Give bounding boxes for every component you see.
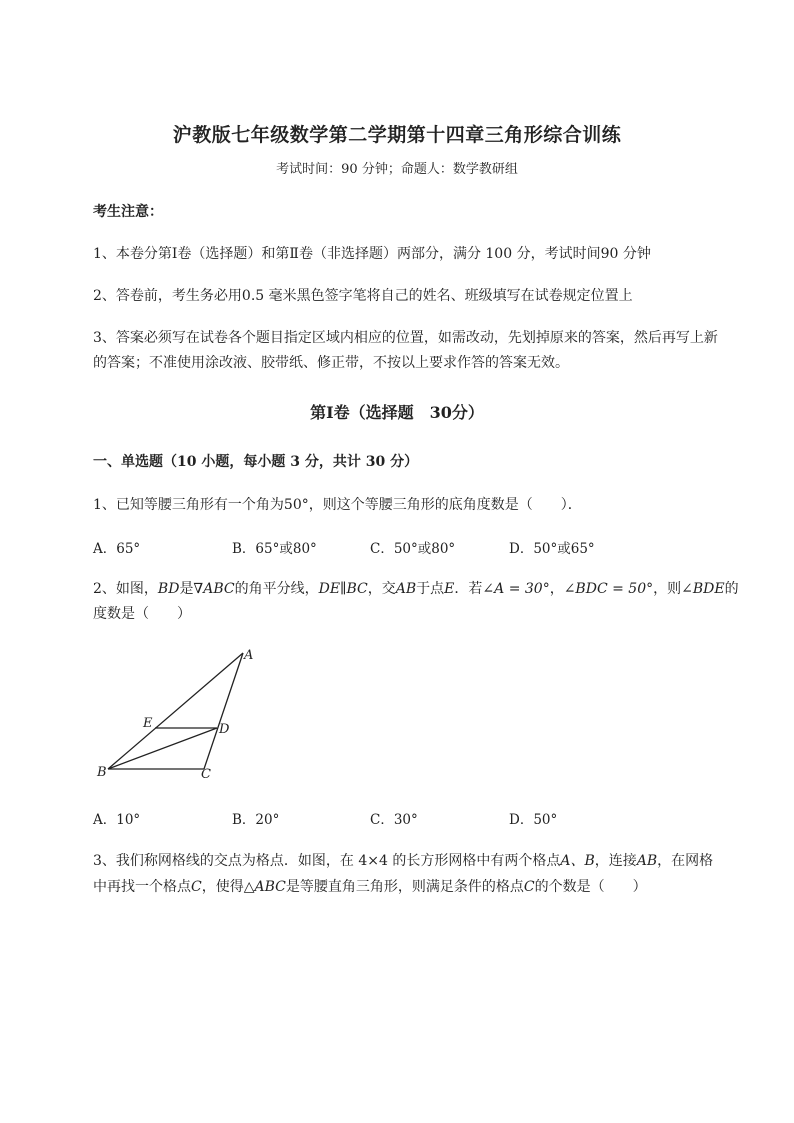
q2-text-part: ．若	[454, 581, 483, 597]
q2-text-part: 的角平分线，	[234, 581, 319, 597]
q2-option-a[interactable]: A．10°	[93, 812, 141, 828]
q1-option-b[interactable]: B．65°或80°	[232, 541, 317, 557]
q2-math-de-parallel-bc: DE∥BC	[318, 581, 368, 597]
notice-item-3-cont: 的答案；不准使用涂改液、胶带纸、修正带，不按以上要求作答的答案无效。	[93, 355, 569, 371]
section-title: 第Ⅰ卷（选择题 30分）	[310, 403, 484, 422]
q3-text-part: 中再找一个格点	[93, 879, 191, 895]
exam-info: 考试时间：90 分钟；命题人：数学教研组	[276, 162, 518, 177]
label-e: E	[143, 716, 153, 731]
q1-option-d[interactable]: D．50°或65°	[509, 541, 595, 557]
q3-text-part: 3、我们称网格线的交点为格点．如图，在 4×4 的长方形网格中有两个格点	[93, 853, 561, 869]
label-d: D	[219, 722, 230, 737]
q3-math-c: C	[191, 879, 202, 895]
q3-math-c: C	[523, 879, 535, 895]
question-1-text: 1、已知等腰三角形有一个角为50°，则这个等腰三角形的底角度数是（ ）．	[93, 497, 582, 513]
question-3-text-cont	[93, 876, 647, 896]
page-title: 沪教版七年级数学第二学期第十四章三角形综合训练	[172, 124, 622, 146]
q2-option-d[interactable]: D．50°	[509, 812, 558, 828]
q2-text-part: 2、如图，	[93, 581, 158, 597]
part-heading: 一、单选题（10 小题，每小题 3 分，共计 30 分）	[93, 454, 419, 470]
label-c: C	[201, 767, 211, 782]
q2-math-angle-bdc: ∠BDC = 50°	[563, 581, 654, 597]
notice-heading: 考生注意：	[93, 204, 163, 220]
segment-ac	[204, 653, 243, 769]
label-b: B	[97, 765, 107, 780]
q3-text-part: 是等腰直角三角形，则满足条件的格点	[285, 879, 524, 895]
q2-text-part: 是∇	[179, 581, 204, 597]
q3-math-abc: ABC	[254, 879, 286, 895]
q1-option-a[interactable]: A．65°	[93, 541, 141, 557]
label-a: A	[244, 648, 254, 663]
q2-option-c[interactable]: C．30°	[370, 812, 418, 828]
q2-text-part: 于点	[416, 581, 445, 597]
q2-math-ab: AB	[395, 581, 417, 597]
q2-option-b[interactable]: B．20°	[232, 812, 280, 828]
q3-text-part: 的个数是（ ）	[534, 879, 647, 895]
q3-text-part: ，连接	[594, 853, 637, 869]
notice-item-1: 1、本卷分第Ⅰ卷（选择题）和第Ⅱ卷（非选择题）两部分，满分 100 分，考试时间90 分钟	[93, 246, 651, 262]
question-3-text	[93, 850, 713, 870]
q3-text-part: ，使得△	[201, 879, 255, 895]
question-2-text-cont: 度数是（ ）	[93, 606, 191, 622]
notice-item-2: 2、答卷前，考生务必用0.5 毫米黑色签字笔将自己的姓名、班级填写在试卷规定位置上	[93, 288, 633, 304]
q3-text-part: ，在网格	[657, 853, 714, 869]
q2-math-angle-bde: ∠BDE	[681, 581, 725, 597]
q2-math-angle-a: ∠A = 30°	[482, 581, 550, 597]
q2-text-part: ，则	[653, 581, 682, 597]
q2-math-bd: BD	[157, 581, 180, 597]
q2-text-part: 的	[724, 581, 739, 597]
q1-option-c[interactable]: C．50°或80°	[370, 541, 456, 557]
segment-bd	[108, 728, 217, 769]
q2-math-e: E	[444, 581, 455, 597]
q3-math-ab: AB	[636, 853, 658, 869]
segment-ba	[108, 653, 243, 769]
notice-item-3: 3、答案必须写在试卷各个题目指定区域内相应的位置，如需改动，先划掉原来的答案，然后再写上新	[93, 330, 718, 346]
q2-math-abc: ABC	[203, 581, 235, 597]
q3-math-points-ab: A、B	[560, 853, 595, 869]
question-2-text	[93, 578, 739, 598]
q2-text-part: ，	[549, 581, 564, 597]
q2-text-part: ，交	[367, 581, 396, 597]
